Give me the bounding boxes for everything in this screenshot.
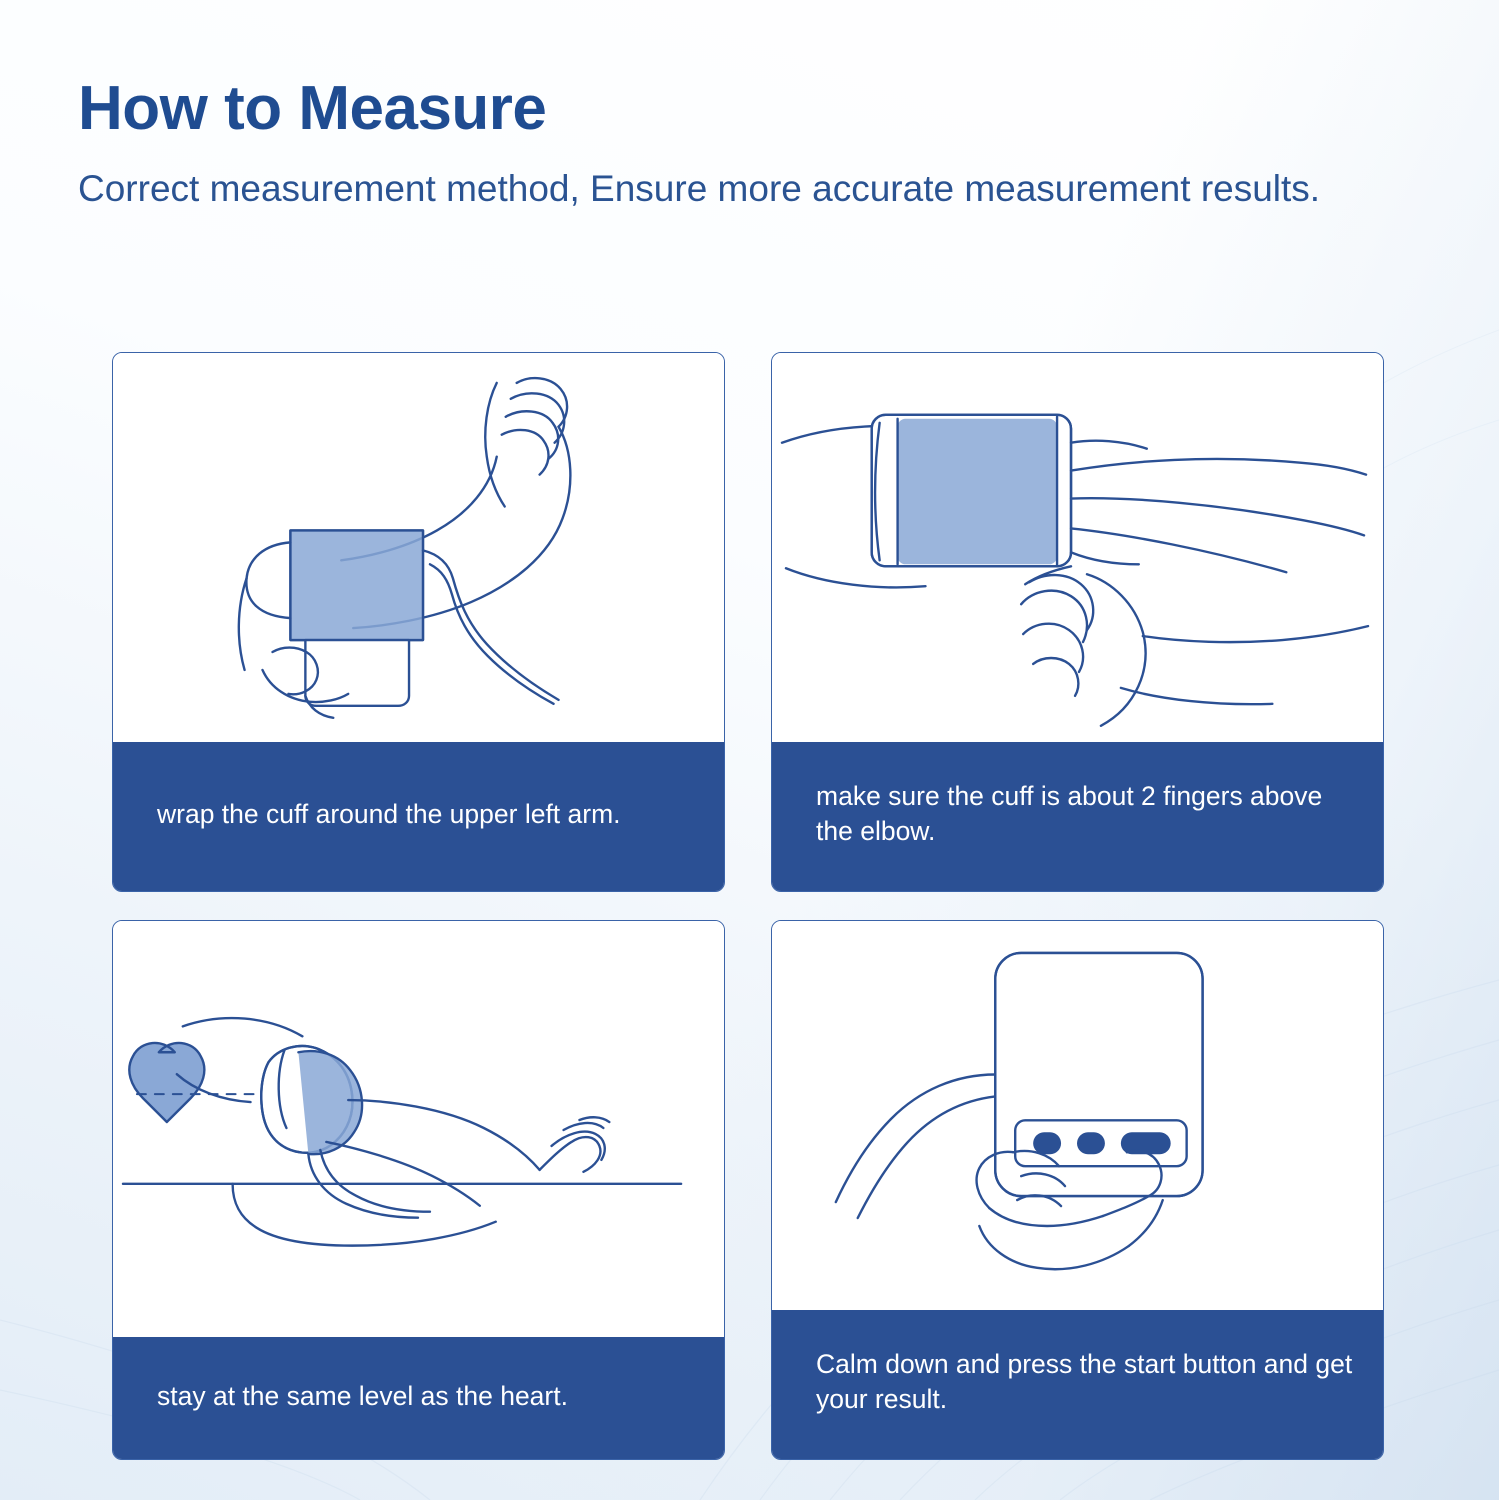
steps-grid xyxy=(112,352,1384,1460)
subtitle-line-2: Ensure more accurate measurement results. xyxy=(590,168,1321,210)
cuff-on-upper-arm-illustration xyxy=(113,353,724,742)
two-fingers-above-elbow-illustration xyxy=(772,353,1383,742)
step-card-3 xyxy=(112,920,725,1460)
page-subtitle xyxy=(78,163,1378,214)
arm-level-with-heart-illustration xyxy=(113,921,724,1337)
step-caption-1: wrap the cuff around the upper left arm. xyxy=(113,742,724,891)
press-start-button-illustration xyxy=(772,921,1383,1310)
subtitle-line-1: Correct measurement method, xyxy=(78,168,580,210)
step-card-1 xyxy=(112,352,725,892)
step-card-4 xyxy=(771,920,1384,1460)
step-caption-2: make sure the cuff is about 2 fingers above the elbow. xyxy=(772,742,1383,891)
step-card-2 xyxy=(771,352,1384,892)
page-title: How to Measure xyxy=(78,74,547,143)
step-caption-4: Calm down and press the start button and get your result. xyxy=(772,1310,1383,1459)
step-caption-3: stay at the same level as the heart. xyxy=(113,1337,724,1459)
header xyxy=(78,76,1378,214)
